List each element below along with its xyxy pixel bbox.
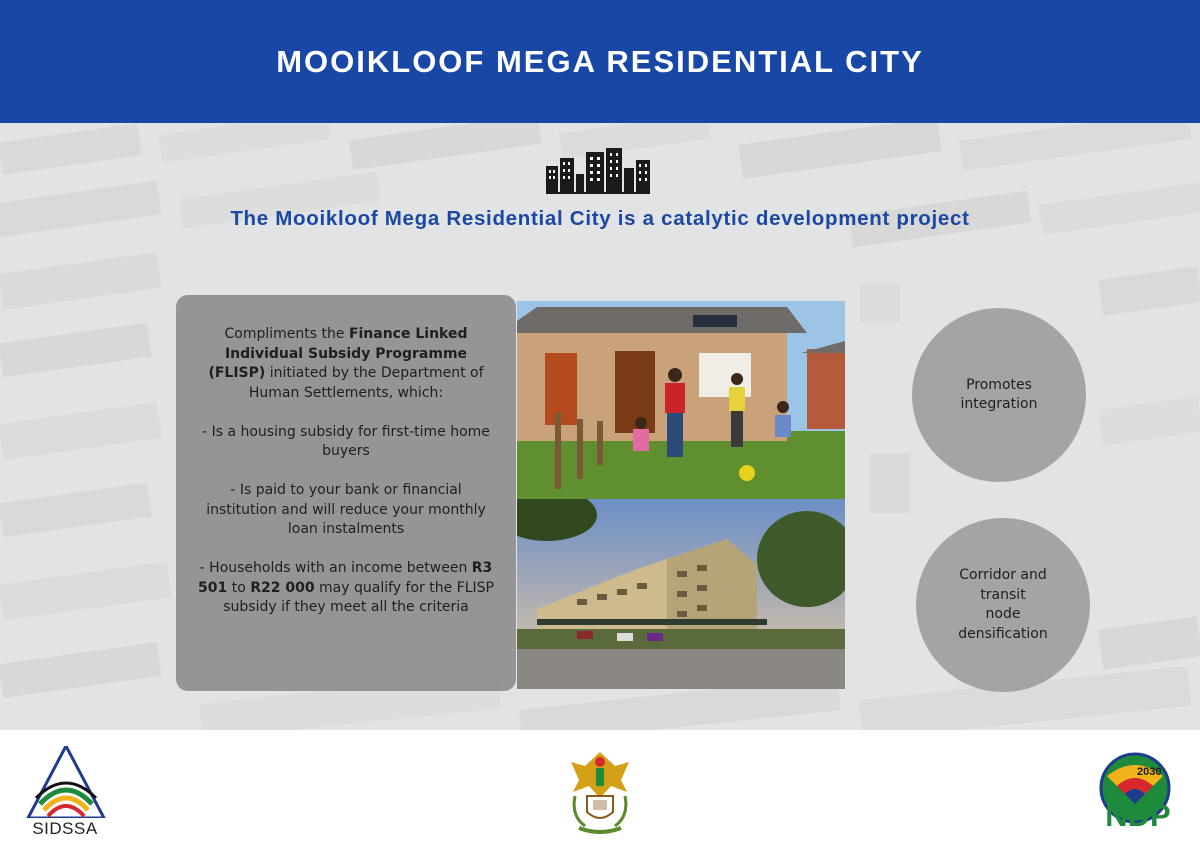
intro-programme-name: Finance Linked Individual Subsidy Programme (FLISP) xyxy=(208,326,468,381)
bubble-corridor-densification xyxy=(916,518,1090,692)
south-africa-coat-of-arms-icon xyxy=(565,746,635,836)
hero-section xyxy=(0,123,1200,730)
sidssa-logo-text: SIDSSA xyxy=(32,819,98,838)
bubble-1-line-2: integration xyxy=(960,396,1038,412)
bubble-1-line-1: Promotes xyxy=(966,376,1032,393)
point-3-post: may qualify for the FLISP subsidy if they meet all the criteria xyxy=(223,579,494,615)
flisp-point-3 xyxy=(196,559,496,618)
flisp-point-2: - Is paid to your bank or financial institution and will reduce your monthly loan instalments xyxy=(206,482,486,537)
flisp-info-text xyxy=(196,325,496,637)
sidssa-logo-icon xyxy=(26,746,106,818)
flisp-point-1: - Is a housing subsidy for first-time home buyers xyxy=(202,423,490,459)
flisp-intro xyxy=(196,325,496,403)
point-3-pre: - Households with an income between xyxy=(199,560,472,576)
point-3-mid: to xyxy=(227,579,251,596)
bubble-2-line-4: densification xyxy=(958,625,1048,642)
page-title: MOOIKLOOF MEGA RESIDENTIAL CITY xyxy=(276,43,924,79)
bubble-2-line-1: Corridor and xyxy=(959,567,1047,583)
apartments-render-photo xyxy=(517,499,845,689)
income-max: R22 000 xyxy=(250,579,315,596)
header-bar xyxy=(0,0,1200,123)
bubble-2-line-2: transit xyxy=(980,586,1026,603)
intro-post: initiated by the Department of Human Settlements, which: xyxy=(248,365,484,401)
bubble-promotes-integration xyxy=(912,308,1086,482)
income-min: R3 501 xyxy=(198,560,493,596)
bubble-2-line-3: node xyxy=(985,606,1021,622)
project-subtitle: The Mooikloof Mega Residential City is a catalytic development project xyxy=(230,207,970,230)
footer-logos xyxy=(0,730,1200,848)
ndp-logo-text: NDP xyxy=(1105,798,1171,833)
intro-pre: Compliments the xyxy=(224,326,349,342)
city-buildings-icon xyxy=(546,148,650,194)
ndp-year: 2030 xyxy=(1137,766,1162,778)
family-house-photo xyxy=(517,301,845,499)
